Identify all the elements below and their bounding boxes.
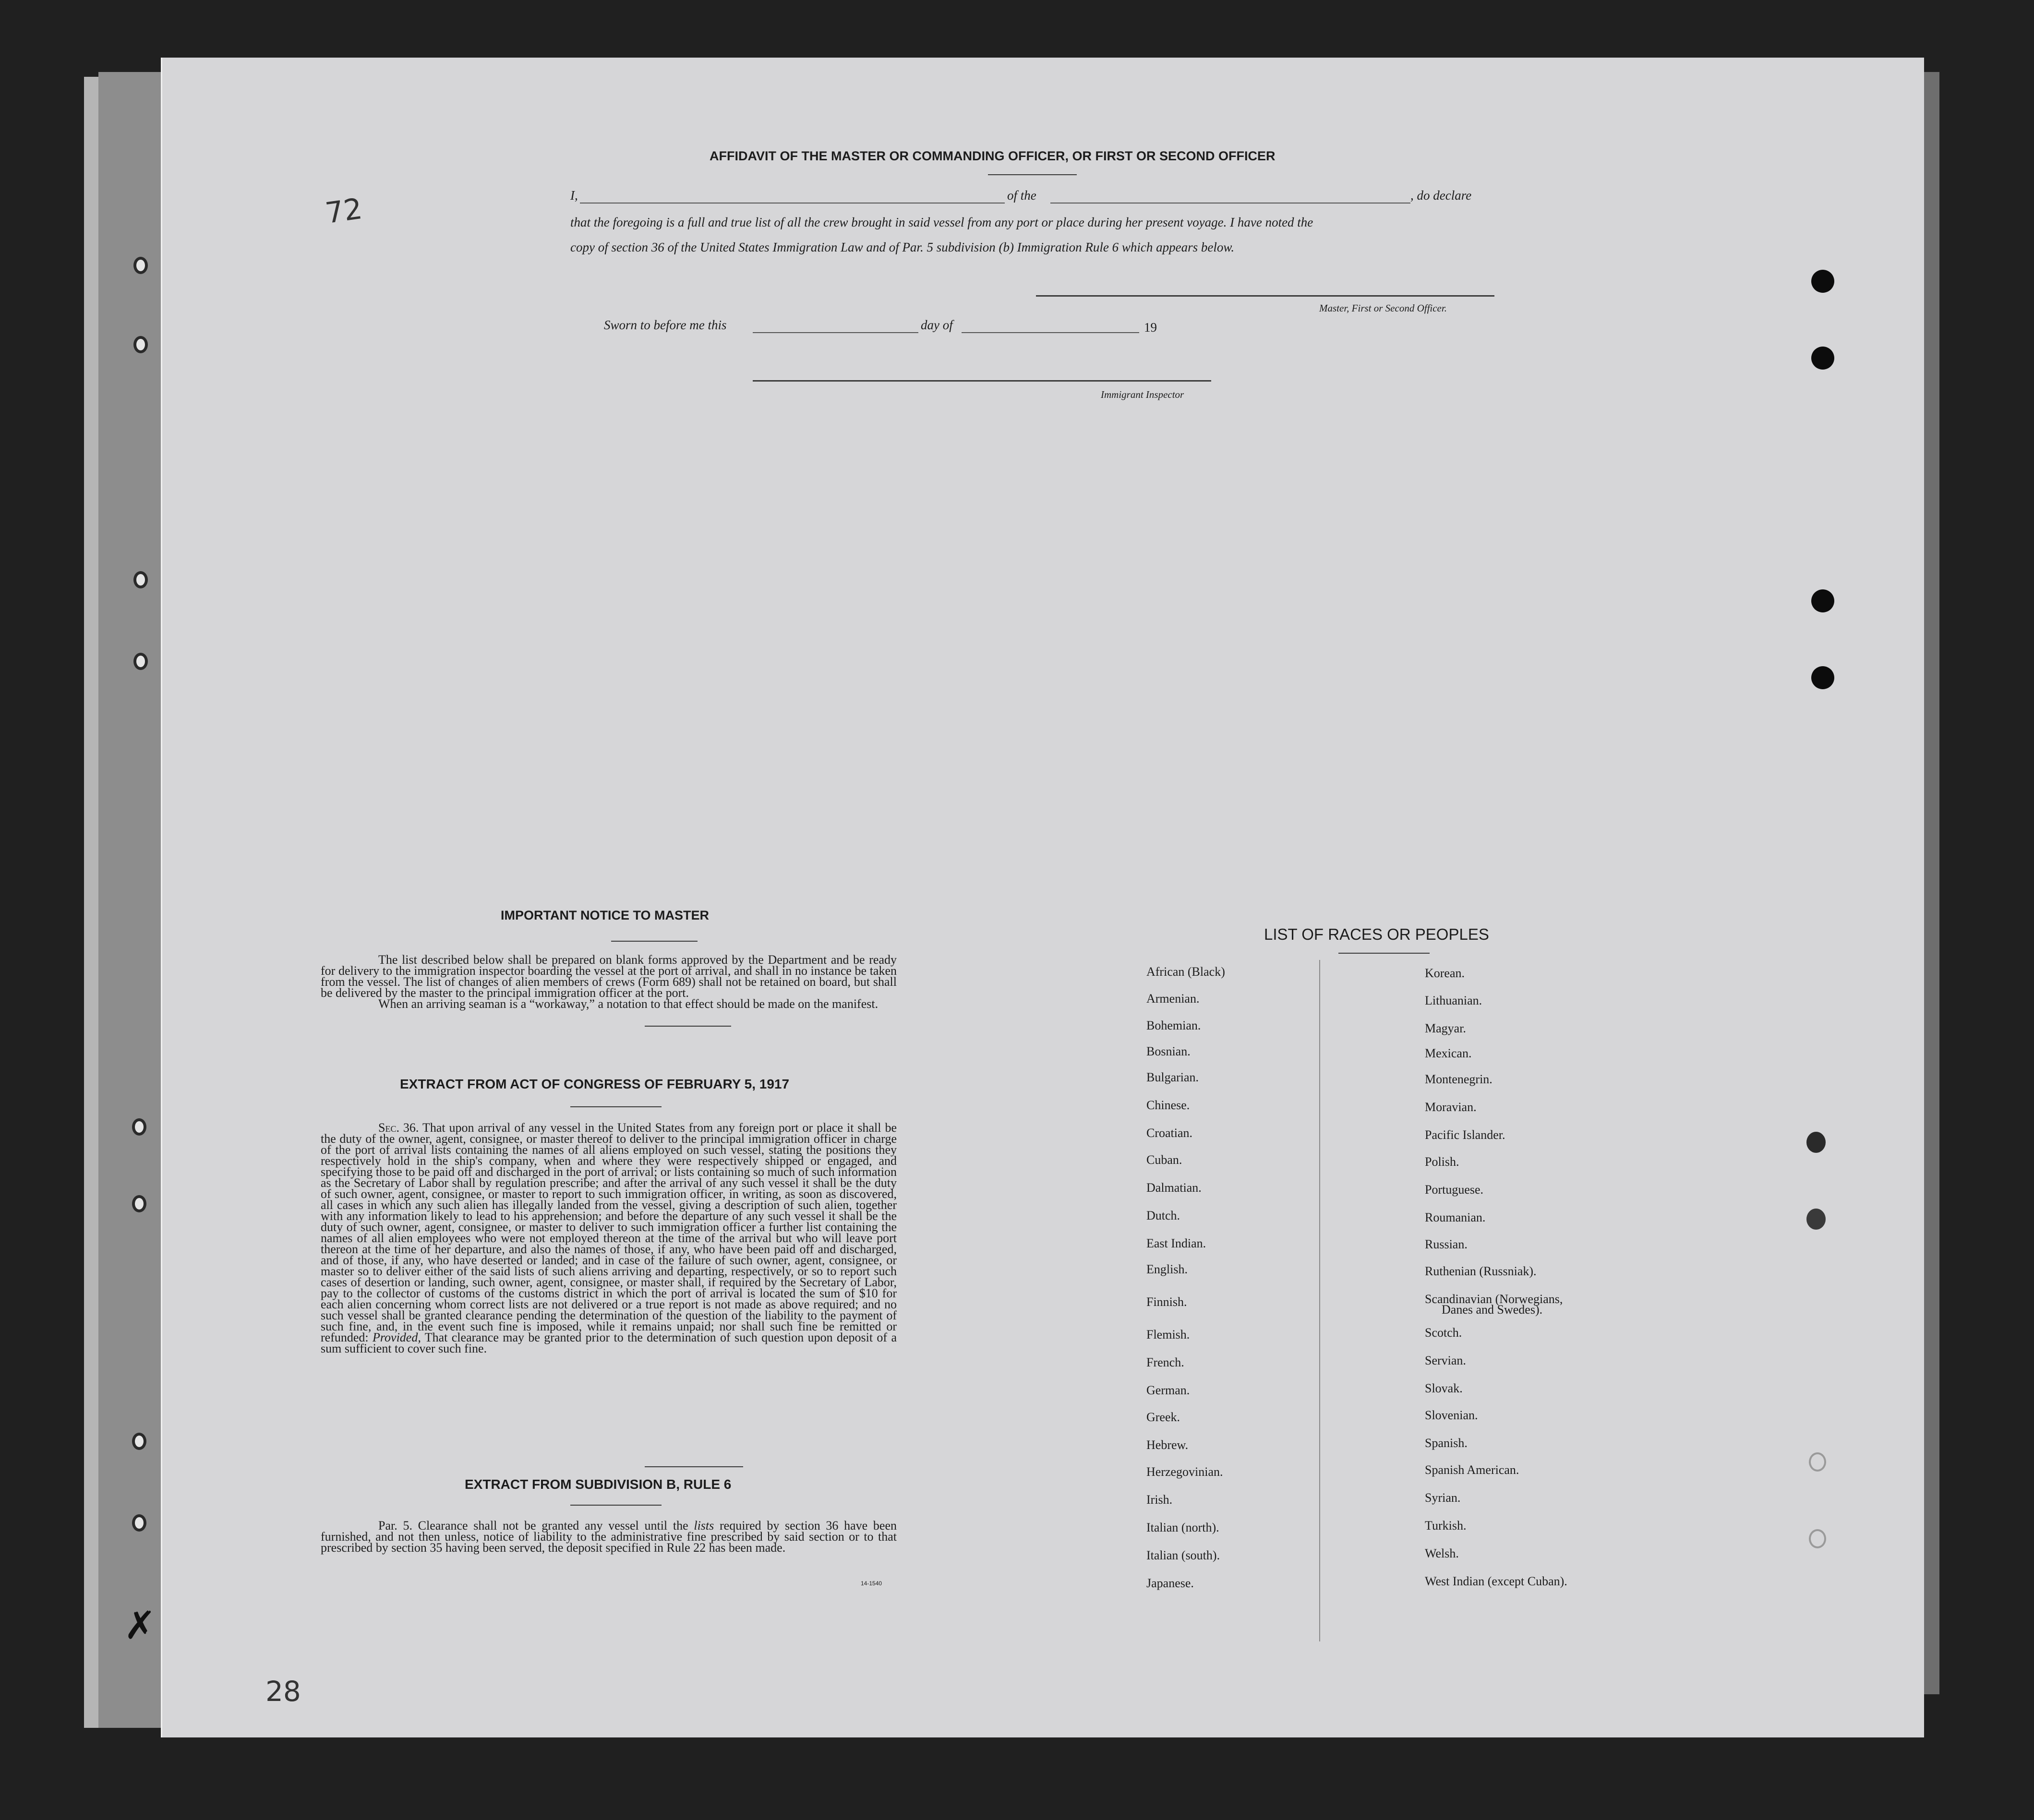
race-item: Magyar. bbox=[1425, 1021, 1466, 1035]
race-item: Hebrew. bbox=[1146, 1438, 1189, 1452]
race-item: Scandinavian (Norwegians, bbox=[1425, 1292, 1563, 1306]
title-rule bbox=[570, 1106, 662, 1107]
binder-hole bbox=[132, 1514, 146, 1532]
race-item: Japanese. bbox=[1146, 1576, 1194, 1590]
race-item: Montenegrin. bbox=[1425, 1072, 1492, 1086]
extract-rule-title: EXTRACT FROM SUBDIVISION B, RULE 6 bbox=[465, 1477, 732, 1492]
race-item: Dalmatian. bbox=[1146, 1181, 1202, 1195]
race-item: Scotch. bbox=[1425, 1326, 1462, 1340]
extract-rule-body bbox=[321, 1520, 897, 1553]
race-item: Roumanian. bbox=[1425, 1210, 1486, 1224]
blank-line bbox=[1050, 203, 1410, 204]
race-item: Chinese. bbox=[1146, 1098, 1190, 1112]
master-signature-label: Master, First or Second Officer. bbox=[1319, 302, 1447, 314]
race-item: West Indian (except Cuban). bbox=[1425, 1574, 1567, 1588]
blank-line bbox=[753, 332, 918, 333]
binder-hole bbox=[133, 653, 148, 670]
punch-hole bbox=[1811, 666, 1834, 689]
race-item: Pacific Islander. bbox=[1425, 1128, 1505, 1142]
notice-body bbox=[321, 954, 897, 1009]
punch-hole bbox=[1806, 1209, 1826, 1230]
races-title: LIST OF RACES OR PEOPLES bbox=[1264, 925, 1489, 943]
handwritten-number: 28 bbox=[265, 1675, 301, 1708]
document-page bbox=[124, 58, 1924, 1737]
race-item: Italian (north). bbox=[1146, 1521, 1219, 1534]
race-item: Portuguese. bbox=[1425, 1183, 1484, 1197]
title-rule bbox=[988, 174, 1077, 175]
race-item: Bulgarian. bbox=[1146, 1070, 1199, 1084]
binder-hole bbox=[133, 571, 148, 588]
binder-hole bbox=[133, 257, 148, 274]
race-item: African (Black) bbox=[1146, 965, 1225, 979]
form-number: 14-1540 bbox=[861, 1580, 882, 1587]
provided-word: Provided, bbox=[373, 1330, 421, 1344]
race-item: Slovak. bbox=[1425, 1381, 1463, 1395]
race-item: Slovenian. bbox=[1425, 1408, 1478, 1422]
race-item: Spanish American. bbox=[1425, 1463, 1519, 1477]
race-item: Spanish. bbox=[1425, 1436, 1468, 1450]
race-item: Bohemian. bbox=[1146, 1018, 1201, 1032]
race-item: Korean. bbox=[1425, 966, 1465, 980]
binder-hole bbox=[132, 1118, 146, 1136]
race-item: Ruthenian (Russniak). bbox=[1425, 1264, 1537, 1278]
inspector-label: Immigrant Inspector bbox=[1101, 389, 1184, 400]
race-item: Mexican. bbox=[1425, 1046, 1472, 1060]
affidavit-line3: copy of section 36 of the United States Immigration Law and of Par. 5 subdivision (b) Immigration Rule 6 which appears below. bbox=[570, 240, 1235, 254]
race-item: Italian (south). bbox=[1146, 1548, 1220, 1562]
handwritten-mark: ✗ bbox=[124, 1603, 156, 1648]
affidavit-title: AFFIDAVIT OF THE MASTER OR COMMANDING OFFICER, OR FIRST OR SECOND OFFICER bbox=[710, 149, 1276, 163]
rule-text: Par. 5. Clearance shall not be granted any vessel until the bbox=[378, 1519, 688, 1533]
column-divider bbox=[1319, 960, 1320, 1641]
blank-line bbox=[962, 332, 1139, 333]
punch-hole bbox=[1809, 1529, 1826, 1548]
race-item: Flemish. bbox=[1146, 1328, 1190, 1341]
notice-paragraph-2: When an arriving seaman is a “workaway,” a notation to that effect should be made on the manifest. bbox=[378, 997, 879, 1011]
title-rule bbox=[611, 941, 698, 942]
master-signature-line bbox=[1036, 295, 1494, 297]
handwritten-number: 72 bbox=[323, 192, 364, 230]
rule-text-end: required by section 36 have been furnished, and not then unless, notice of liability to the administrative fine prescribed by said section or to that prescribed by section 35 having been served, the deposit specified in Rule 22 has been made. bbox=[321, 1519, 897, 1555]
race-item: Dutch. bbox=[1146, 1209, 1180, 1222]
race-item: German. bbox=[1146, 1383, 1190, 1397]
race-item: Servian. bbox=[1425, 1353, 1466, 1367]
punch-hole bbox=[1809, 1452, 1826, 1472]
binder-hole bbox=[132, 1195, 146, 1212]
race-item: Lithuanian. bbox=[1425, 994, 1482, 1007]
race-item: Finnish. bbox=[1146, 1295, 1187, 1309]
section-label: Sec. 36. bbox=[378, 1121, 419, 1135]
race-item: Cuban. bbox=[1146, 1153, 1182, 1167]
affidavit-of-the: of the bbox=[1007, 188, 1036, 203]
sworn-text: Sworn to before me this bbox=[604, 318, 727, 332]
punch-hole bbox=[1806, 1132, 1826, 1153]
affidavit-declare: , do declare bbox=[1410, 188, 1472, 203]
punch-hole bbox=[1811, 270, 1834, 293]
race-item: Irish. bbox=[1146, 1493, 1173, 1507]
race-item: Moravian. bbox=[1425, 1100, 1477, 1114]
section-rule bbox=[645, 1466, 743, 1467]
race-item: Welsh. bbox=[1425, 1546, 1459, 1560]
race-item: French. bbox=[1146, 1355, 1184, 1369]
sworn-year: 19 bbox=[1144, 320, 1157, 335]
sworn-day-of: day of bbox=[921, 318, 953, 332]
race-item: Greek. bbox=[1146, 1410, 1180, 1424]
race-item: Polish. bbox=[1425, 1155, 1459, 1169]
race-item: East Indian. bbox=[1146, 1236, 1206, 1250]
punch-hole bbox=[1811, 589, 1834, 612]
affidavit-i: I, bbox=[570, 188, 578, 203]
race-item: English. bbox=[1146, 1262, 1188, 1276]
affidavit-line2: that the foregoing is a full and true list of all the crew brought in said vessel from any port or place during her present voyage. I have noted the bbox=[570, 215, 1313, 229]
blank-line bbox=[580, 203, 1005, 204]
extract-act-text-end: That clearance may be granted prior to the determination of such question upon deposit of a sum sufficient to cover such fine. bbox=[321, 1330, 897, 1355]
title-rule bbox=[570, 1505, 662, 1506]
race-item: Turkish. bbox=[1425, 1519, 1467, 1533]
section-rule bbox=[645, 1026, 731, 1027]
binder-hole bbox=[133, 336, 148, 353]
race-item: Russian. bbox=[1425, 1237, 1468, 1251]
race-item: Herzegovinian. bbox=[1146, 1465, 1223, 1479]
inspector-signature-line bbox=[753, 380, 1211, 382]
race-item: Bosnian. bbox=[1146, 1044, 1191, 1058]
race-item: Danes and Swedes). bbox=[1442, 1303, 1543, 1317]
extract-act-text: That upon arrival of any vessel in the United States from any foreign port or place it shall be the duty of the owner, agent, consignee, or master thereof to deliver to the principal immigration officer in charge of the port of arrival lists containing the names of all aliens employed on such vessel, stating the positions they respectively hold in the ship's company, when and where they were respectively shipped or engaged, and specifying those to be paid off and discharged in the port of arrival; or lists containing so much of such information as the Secretary of Labor shall by regulation prescribe; and after the arrival of any such vessel it shall be the duty of such owner, agent, consignee, or master to report to such immigration officer, in writing, as soon as discovered, all cases in which any such alien has illegally landed from the vessel, giving a description of such alien, together with any information likely to lead to his apprehension; and before the departure of any such vessel it shall be the duty of such owner, agent, consignee, or master to deliver to such immigration officer a further list containing the names of all alien employees who were not employed thereon at the time of the arrival but who will leave port thereon at the time of her departure, and also the names of those, if any, who have been paid off and discharged, and of those, if any, who have deserted or landed; and in case of the failure of such owner, agent, consignee, or master so to deliver either of the said lists of such aliens arriving and departing, respectively, or so to report such cases of desertion or landing, such owner, agent, consignee, or master shall, if required by the Secretary of Labor, pay to the collector of customs of the customs district in which the port of arrival is located the sum of $10 for each alien concerning whom correct lists are not delivered or a true report is not made as above required; and no such vessel shall be granted clearance pending the determination of the question of the liability to the payment of such fine, and, in the event such fine is imposed, while it remains unpaid; nor shall such fine be remitted or refunded: bbox=[321, 1121, 897, 1344]
race-item: Croatian. bbox=[1146, 1126, 1193, 1140]
title-rule bbox=[1338, 953, 1430, 954]
race-item: Syrian. bbox=[1425, 1491, 1461, 1505]
extract-act-title: EXTRACT FROM ACT OF CONGRESS OF FEBRUARY 5, 1917 bbox=[400, 1077, 790, 1091]
lists-word: lists bbox=[694, 1519, 714, 1533]
extract-act-body bbox=[321, 1122, 897, 1354]
notice-paragraph-1: The list described below shall be prepared on blank forms approved by the Department and be ready for delivery to the immigration inspector boarding the vessel at the port of arrival, and shall in no instance be taken from the vessel. The list of changes of alien members of crews (Form 689) shall not be retained on board, but shall be delivered by the master to the principal immigration officer at the port. bbox=[321, 953, 897, 1000]
notice-title: IMPORTANT NOTICE TO MASTER bbox=[501, 908, 709, 922]
punch-hole bbox=[1811, 347, 1834, 370]
race-item: Armenian. bbox=[1146, 992, 1200, 1006]
binder-hole bbox=[132, 1433, 146, 1450]
